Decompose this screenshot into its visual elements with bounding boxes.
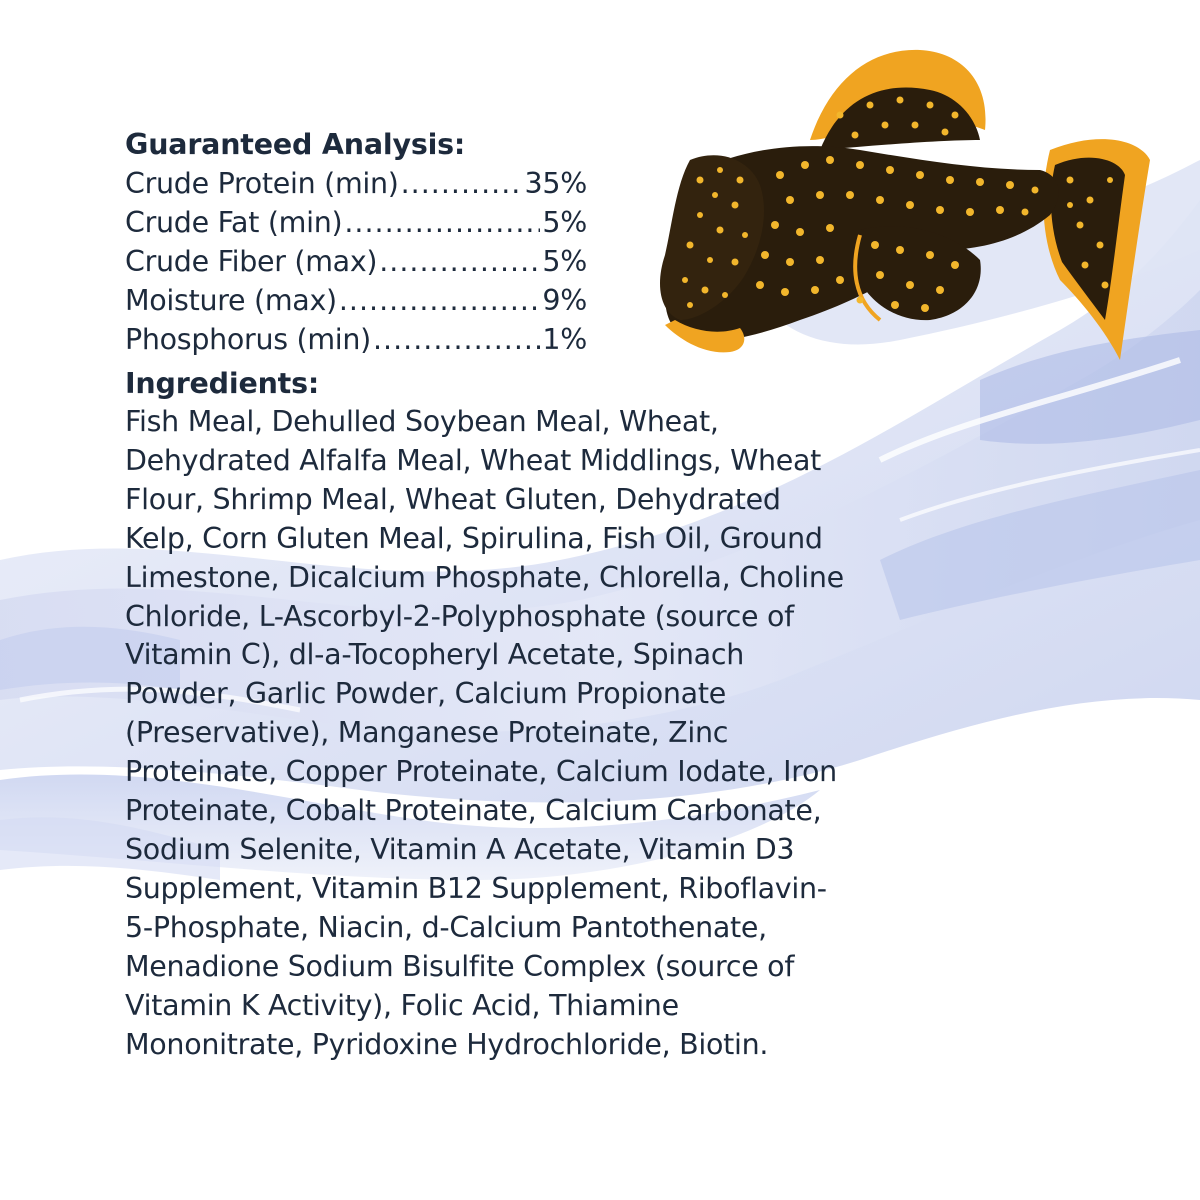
- analysis-row-crude-fat: [125, 203, 587, 242]
- ingredients-line: Powder, Garlic Powder, Calcium Propionate: [125, 677, 726, 711]
- label-text-block: [125, 126, 915, 1064]
- ingredients-line: Limestone, Dicalcium Phosphate, Chlorella, Choline: [125, 560, 844, 594]
- dot-leader: [401, 164, 523, 203]
- analysis-label: Crude Fiber (max): [125, 245, 378, 278]
- ingredients-line: (Preservative), Manganese Proteinate, Zinc: [125, 716, 729, 750]
- analysis-label: Crude Fat (min): [125, 206, 343, 239]
- dot-leader: [344, 203, 540, 242]
- ingredients-line: Vitamin C), dl-a-Tocopheryl Acetate, Spinach: [125, 638, 744, 672]
- ingredients-line: Kelp, Corn Gluten Meal, Spirulina, Fish Oil, Ground: [125, 521, 823, 555]
- ingredients-line: Chloride, L-Ascorbyl-2-Polyphosphate (source of: [125, 599, 794, 633]
- analysis-label: Crude Protein (min): [125, 167, 399, 200]
- analysis-value: 5%: [542, 245, 587, 278]
- analysis-value: 5%: [542, 206, 587, 239]
- analysis-value: 1%: [542, 323, 587, 356]
- analysis-value: 9%: [542, 284, 587, 317]
- analysis-value: 35%: [524, 167, 587, 200]
- guaranteed-analysis-heading: Guaranteed Analysis:: [125, 128, 466, 161]
- analysis-row-phosphorus: [125, 320, 587, 359]
- dot-leader: [339, 281, 541, 320]
- ingredients-line: Proteinate, Cobalt Proteinate, Calcium Carbonate,: [125, 794, 822, 828]
- ingredients-line: Mononitrate, Pyridoxine Hydrochloride, Biotin.: [125, 1027, 769, 1061]
- analysis-row-crude-protein: [125, 164, 587, 203]
- ingredients-line: Vitamin K Activity), Folic Acid, Thiamine: [125, 988, 679, 1022]
- analysis-row-moisture: [125, 281, 587, 320]
- ingredients-list: [125, 403, 915, 1064]
- dot-leader: [373, 320, 540, 359]
- ingredients-line: Sodium Selenite, Vitamin A Acetate, Vitamin D3: [125, 832, 795, 866]
- ingredients-line: Fish Meal, Dehulled Soybean Meal, Wheat,: [125, 405, 719, 438]
- ingredients-line: Dehydrated Alfalfa Meal, Wheat Middlings, Wheat: [125, 443, 821, 477]
- analysis-label: Moisture (max): [125, 284, 337, 317]
- analysis-row-crude-fiber: [125, 242, 587, 281]
- ingredients-line: 5-Phosphate, Niacin, d-Calcium Pantothenate,: [125, 910, 767, 944]
- ingredients-line: Proteinate, Copper Proteinate, Calcium Iodate, Iron: [125, 755, 837, 789]
- dot-leader: [379, 242, 540, 281]
- ingredients-heading: Ingredients:: [125, 367, 320, 400]
- ingredients-line: Supplement, Vitamin B12 Supplement, Riboflavin-: [125, 871, 827, 905]
- ingredients-line: Flour, Shrimp Meal, Wheat Gluten, Dehydrated: [125, 482, 781, 516]
- ingredients-line: Menadione Sodium Bisulfite Complex (source of: [125, 949, 795, 983]
- analysis-label: Phosphorus (min): [125, 323, 371, 356]
